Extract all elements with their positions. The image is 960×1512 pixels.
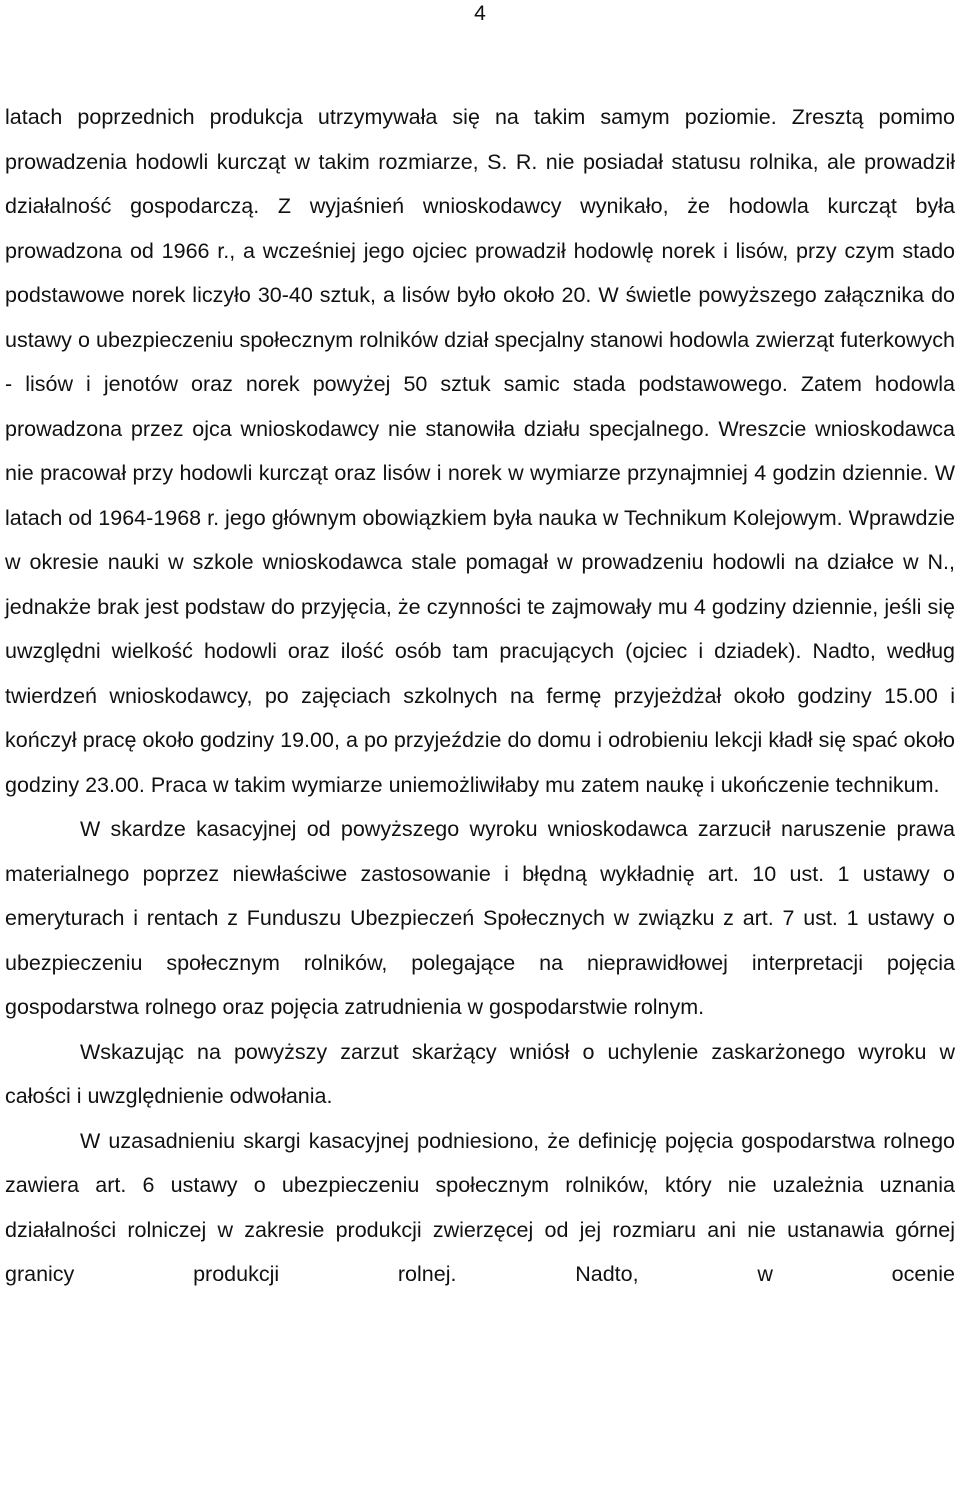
paragraph-1: latach poprzednich produkcja utrzymywała się na takim samym poziomie. Zresztą pomimo prowadzenia hodowli kurcząt w takim rozmiarze, S. R. nie posiadał statusu rolnika, ale prowadził działalność gospodarczą. Z wyjaśnień wnioskodawcy wynikało, że hodowla kurcząt była prowadzona od 1966 r., a wcześniej jego ojciec prowadził hodowlę norek i lisów, przy czym stado podstawowe norek liczyło 30-40 sztuk, a lisów było około 20. W świetle powyższego załącznika do ustawy o ubezpieczeniu społecznym rolników dział specjalny stanowi hodowla zwierząt futerkowych - lisów i jenotów oraz norek powyżej 50 sztuk samic stada podstawowego. Zatem hodowla prowadzona przez ojca wnioskodawcy nie stanowiła działu specjalnego. Wreszcie wnioskodawca nie pracował przy hodowli kurcząt oraz lisów i norek w wymiarze przynajmniej 4 godzin dziennie. W latach od 1964-1968 r. jego głównym obowiązkiem była nauka w Technikum Kolejowym. Wprawdzie w okresie nauki w szkole wnioskodawca stale pomagał w prowadzeniu hodowli na działce w N., jednakże brak jest podstaw do przyjęcia, że czynności te zajmowały mu 4 godziny dziennie, jeśli się uwzględni wielkość hodowli oraz ilość osób tam pracujących (ojciec i dziadek). Nadto, według twierdzeń wnioskodawcy, po zajęciach szkolnych na fermę przyjeżdżał około godziny 15.00 i kończył pracę około godziny 19.00, a po przyjeździe do domu i odrobieniu lekcji kładł się spać około godziny 23.00. Praca w takim wymiarze uniemożliwiłaby mu zatem naukę i ukończenie technikum. <box>5 105 955 797</box>
document-body <box>5 95 955 1297</box>
paragraph-3: Wskazując na powyższy zarzut skarżący wniósł o uchylenie zaskarżonego wyroku w całości i uwzględnienie odwołania. <box>5 1039 955 1108</box>
paragraph-4: W uzasadnieniu skargi kasacyjnej podniesiono, że definicję pojęcia gospodarstwa rolnego zawiera art. 6 ustawy o ubezpieczeniu społecznym rolników, który nie uzależnia uznania działalności rolniczej w zakresie produkcji zwierzęcej od jej rozmiaru ani nie ustanawia górnej granicy produkcji rolnej. Nadto, w ocenie <box>5 1128 955 1286</box>
paragraph-2: W skardze kasacyjnej od powyższego wyroku wnioskodawca zarzucił naruszenie prawa materialnego poprzez niewłaściwe zastosowanie i błędną wykładnię art. 10 ust. 1 ustawy o emeryturach i rentach z Funduszu Ubezpieczeń Społecznych w związku z art. 7 ust. 1 ustawy o ubezpieczeniu społecznym rolników, polegające na nieprawidłowej interpretacji pojęcia gospodarstwa rolnego oraz pojęcia zatrudnienia w gospodarstwie rolnym. <box>5 817 955 1019</box>
page-number: 4 <box>474 2 486 25</box>
